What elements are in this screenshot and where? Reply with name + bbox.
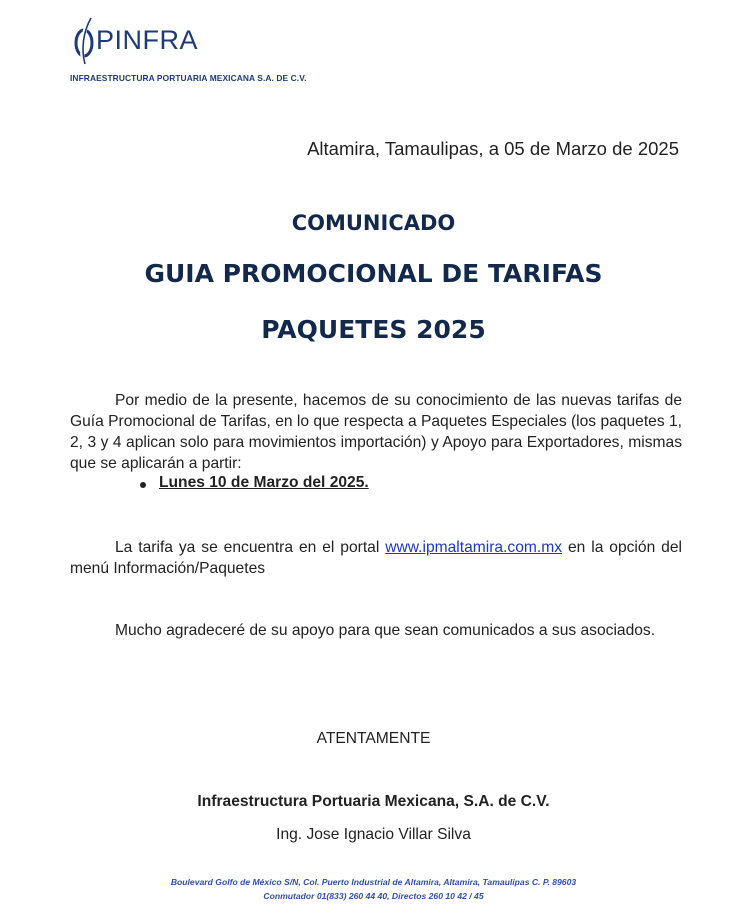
title-comunicado: COMUNICADO [291,211,456,235]
pinfra-logo-mark-icon [72,16,98,66]
signer-name: Ing. Jose Ignacio Villar Silva [276,826,471,843]
footer-address: Boulevard Golfo de México S/N, Col. Puerto Industrial de Altamira, Altamira, Tamaulipas C. P. 89603 [170,877,577,887]
company-header: INFRAESTRUCTURA PORTUARIA MEXICANA S.A. DE C.V. [70,73,307,83]
footer-phone: Conmutador 01(833) 260 44 40, Directos 260 10 42 / 45 [263,891,484,901]
paragraph-portal [70,537,682,579]
pinfra-logo [72,16,212,68]
effective-date: Lunes 10 de Marzo del 2025. [159,474,369,491]
signer-company: Infraestructura Portuaria Mexicana, S.A. de C.V. [197,793,550,810]
logo-text: PINFRA [96,25,199,55]
portal-link[interactable]: www.ipmaltamira.com.mx [385,539,563,556]
paragraph-portal-text-before: La tarifa ya se encuentra en el portal [115,539,386,556]
paragraph-thanks-text: Mucho agradeceré de su apoyo para que sean comunicados a sus asociados. [115,622,656,639]
paragraph-portal-text-after: en la opción del menú Información/Paquetes [70,539,682,577]
dateline: Altamira, Tamaulipas, a 05 de Marzo de 2025 [307,138,679,159]
paragraph-thanks [70,620,682,641]
bullet-dot-icon [140,482,146,488]
salutation: ATENTAMENTE [316,730,431,747]
title-paquetes: PAQUETES 2025 [261,315,486,344]
title-guia: GUIA PROMOCIONAL DE TARIFAS [144,259,603,288]
paragraph-announcement-text: Por medio de la presente, hacemos de su conocimiento de las nuevas tarifas de Guía Promocional de Tarifas, en lo que respecta a Paquetes Especiales (los paquetes 1, 2, 3 y 4 aplican solo para movimientos importación) y Apoyo para Exportadores, mismas que se aplicarán a partir: [70,392,682,472]
paragraph-announcement [70,390,682,474]
